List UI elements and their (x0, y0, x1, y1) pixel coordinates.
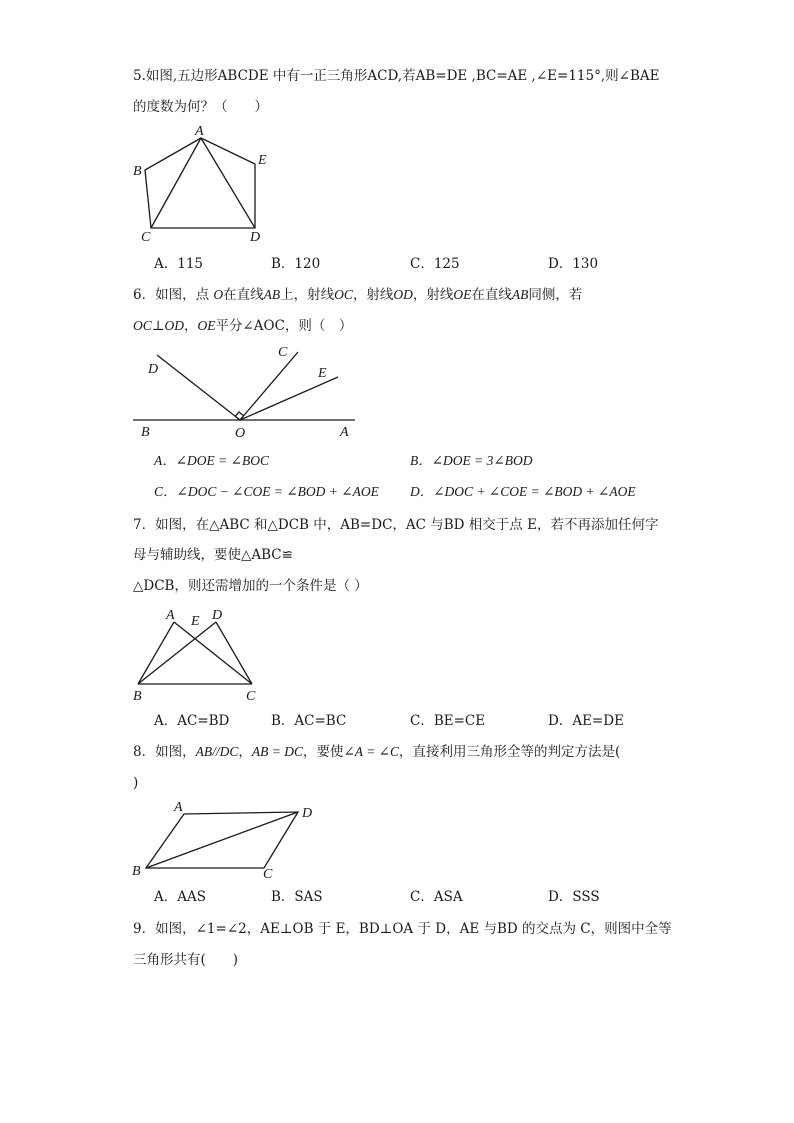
q6-line2: OC⊥OD，OE平分∠AOC，则（ ） (133, 318, 353, 334)
q6-option-b[interactable]: B．∠DOE = 3∠BOD (410, 453, 533, 468)
q7-option-b[interactable]: B．AC=BC (271, 713, 347, 729)
label-b: B (133, 689, 142, 704)
q7-option-a[interactable]: A．AC=BD (154, 713, 230, 729)
q6-line1: 6．如图，点 O在直线AB上，射线OC，射线OD，射线OE在直线AB同侧，若 (133, 287, 583, 303)
q6-option-d[interactable]: D．∠DOC + ∠COE = ∠BOD + ∠AOE (410, 484, 636, 499)
q6-option-c[interactable]: C．∠DOC − ∠COE = ∠BOD + ∠AOE (154, 484, 379, 499)
label-b: B (133, 164, 142, 179)
q8-option-d[interactable]: D．SSS (548, 889, 600, 905)
label-o: O (235, 426, 246, 441)
q7-line2: 母与辅助线，要使△ABC≌ (133, 547, 293, 563)
label-d: D (302, 806, 313, 821)
label-c: C (246, 689, 256, 704)
label-e: E (258, 153, 267, 168)
ray-oc (240, 352, 298, 420)
q7-line3: △DCB，则还需增加的一个条件是（ ） (133, 578, 368, 594)
label-c: C (263, 867, 273, 882)
label-d: D (250, 230, 261, 245)
q5-option-b[interactable]: B．120 (271, 256, 321, 272)
q8-option-a[interactable]: A．AAS (154, 889, 206, 905)
q8-option-b[interactable]: B．SAS (271, 889, 323, 905)
label-a: A (195, 124, 204, 139)
label-b: B (132, 864, 141, 879)
q9-line2: 三角形共有( ) (133, 952, 239, 968)
label-e: E (191, 614, 200, 629)
q6-rays-figure (130, 340, 360, 445)
segment-ac (151, 138, 201, 228)
q8-line2: ) (133, 775, 139, 791)
q8-option-c[interactable]: C．ASA (410, 889, 463, 905)
q7-option-d[interactable]: D．AE=DE (548, 713, 624, 729)
ray-oe (240, 377, 338, 420)
label-b: B (141, 425, 150, 440)
segment-ac (174, 622, 252, 684)
q5-option-c[interactable]: C．125 (410, 256, 460, 272)
segment-dc (216, 622, 252, 684)
segment-ab (138, 622, 174, 684)
segment-db (138, 622, 216, 684)
label-a: A (166, 608, 175, 623)
q5-option-a[interactable]: A．115 (154, 256, 204, 272)
q7-triangles-figure (130, 600, 270, 705)
q5-option-d[interactable]: D．130 (548, 256, 599, 272)
pentagon-outline (145, 138, 255, 228)
q8-line1: 8．如图，AB//DC，AB = DC，要使∠A = ∠C，直接利用三角形全等的判定方法是( (133, 744, 621, 760)
ray-od (157, 355, 240, 420)
label-c: C (278, 345, 288, 360)
q8-parallelogram-figure (128, 798, 328, 883)
q7-line1: 7．如图，在△ABC 和△DCB 中，AB=DC，AC 与BD 相交于点 E，若不再添加任何字 (133, 517, 659, 533)
label-a: A (174, 800, 183, 815)
label-d: D (212, 608, 223, 623)
label-c: C (141, 230, 151, 245)
q5-line2: 的度数为何？（ ） (133, 99, 268, 115)
q5-pentagon-figure (125, 120, 295, 250)
q7-option-c[interactable]: C．BE=CE (410, 713, 486, 729)
diagonal-bd (146, 812, 298, 868)
label-a: A (340, 425, 349, 440)
q5-line1: 5.如图,五边形ABCDE 中有一正三角形ACD,若AB=DE ,BC=AE ,∠E=115°,则∠BAE (133, 68, 660, 84)
label-d: D (148, 362, 159, 377)
q9-line1: 9．如图，∠1=∠2，AE⊥OB 于 E，BD⊥OA 于 D，AE 与BD 的交点为 C，则图中全等 (133, 921, 672, 937)
q6-option-a[interactable]: A．∠DOE = ∠BOC (154, 453, 269, 468)
label-e: E (318, 366, 327, 381)
